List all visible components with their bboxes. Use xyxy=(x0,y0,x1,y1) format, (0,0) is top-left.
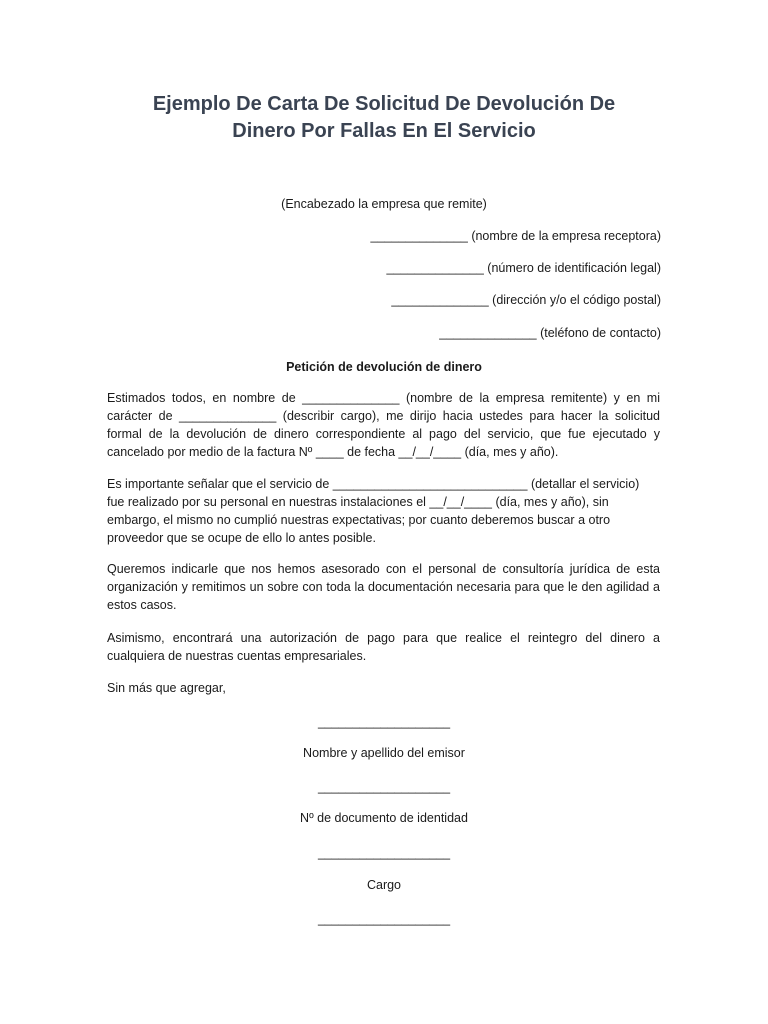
recipient-address-line: ______________ (dirección y/o el código postal) xyxy=(391,293,661,307)
signature-line-final: ___________________ xyxy=(317,912,451,926)
title-line-2: Dinero Por Fallas En El Servicio xyxy=(232,120,536,142)
body-paragraph-4: Asimismo, encontrará una autorización de pago para que realice el reintegro del dinero a cualquiera de nuestras cuentas empresariales. xyxy=(107,631,660,663)
signature-line-name: ___________________ xyxy=(317,715,451,729)
closing-text: Sin más que agregar, xyxy=(107,681,226,695)
signature-name-label: Nombre y apellido del emisor xyxy=(303,746,465,760)
title-line-1: Ejemplo De Carta De Solicitud De Devolución De xyxy=(152,93,616,115)
recipient-phone-line: ______________ (teléfono de contacto) xyxy=(439,326,661,340)
recipient-company-line: ______________ (nombre de la empresa receptora) xyxy=(370,229,661,243)
signature-role-label: Cargo xyxy=(366,878,402,892)
body-paragraph-2: Es importante señalar que el servicio de ____________________________ (detallar el servicio) fue realizado por su personal en nuestras instalaciones el __/__/____ (día, mes y año), sin embargo, el mismo no cumplió nuestras expectativas; por cuanto deberemos buscar a otro proveedor que se ocupe de ello lo antes posible. xyxy=(107,477,640,545)
header-note: (Encabezado la empresa que remite) xyxy=(281,197,487,211)
body-paragraph-3: Queremos indicarle que nos hemos asesorado con el personal de consultoría jurídica de esta organización y remitimos un sobre con toda la documentación necesaria para que le den agilidad a estos casos. xyxy=(107,562,660,612)
subject-heading: Petición de devolución de dinero xyxy=(286,360,482,374)
recipient-legal-id-line: ______________ (número de identificación legal) xyxy=(386,261,661,275)
signature-line-id: ___________________ xyxy=(317,780,451,794)
signature-line-role: ___________________ xyxy=(317,846,451,860)
signature-id-label: Nº de documento de identidad xyxy=(300,811,468,825)
document-title xyxy=(60,91,708,145)
body-paragraph-1: Estimados todos, en nombre de ______________ (nombre de la empresa remitente) y en mi carácter de ______________ (describir cargo), me dirijo hacia ustedes para hacer la solicitud formal de la devolución de dinero correspondiente al pago del servicio, que fue ejecutado y cancelado por medio de la factura Nº ____ de fecha __/__/____ (día, mes y año). xyxy=(107,391,660,459)
